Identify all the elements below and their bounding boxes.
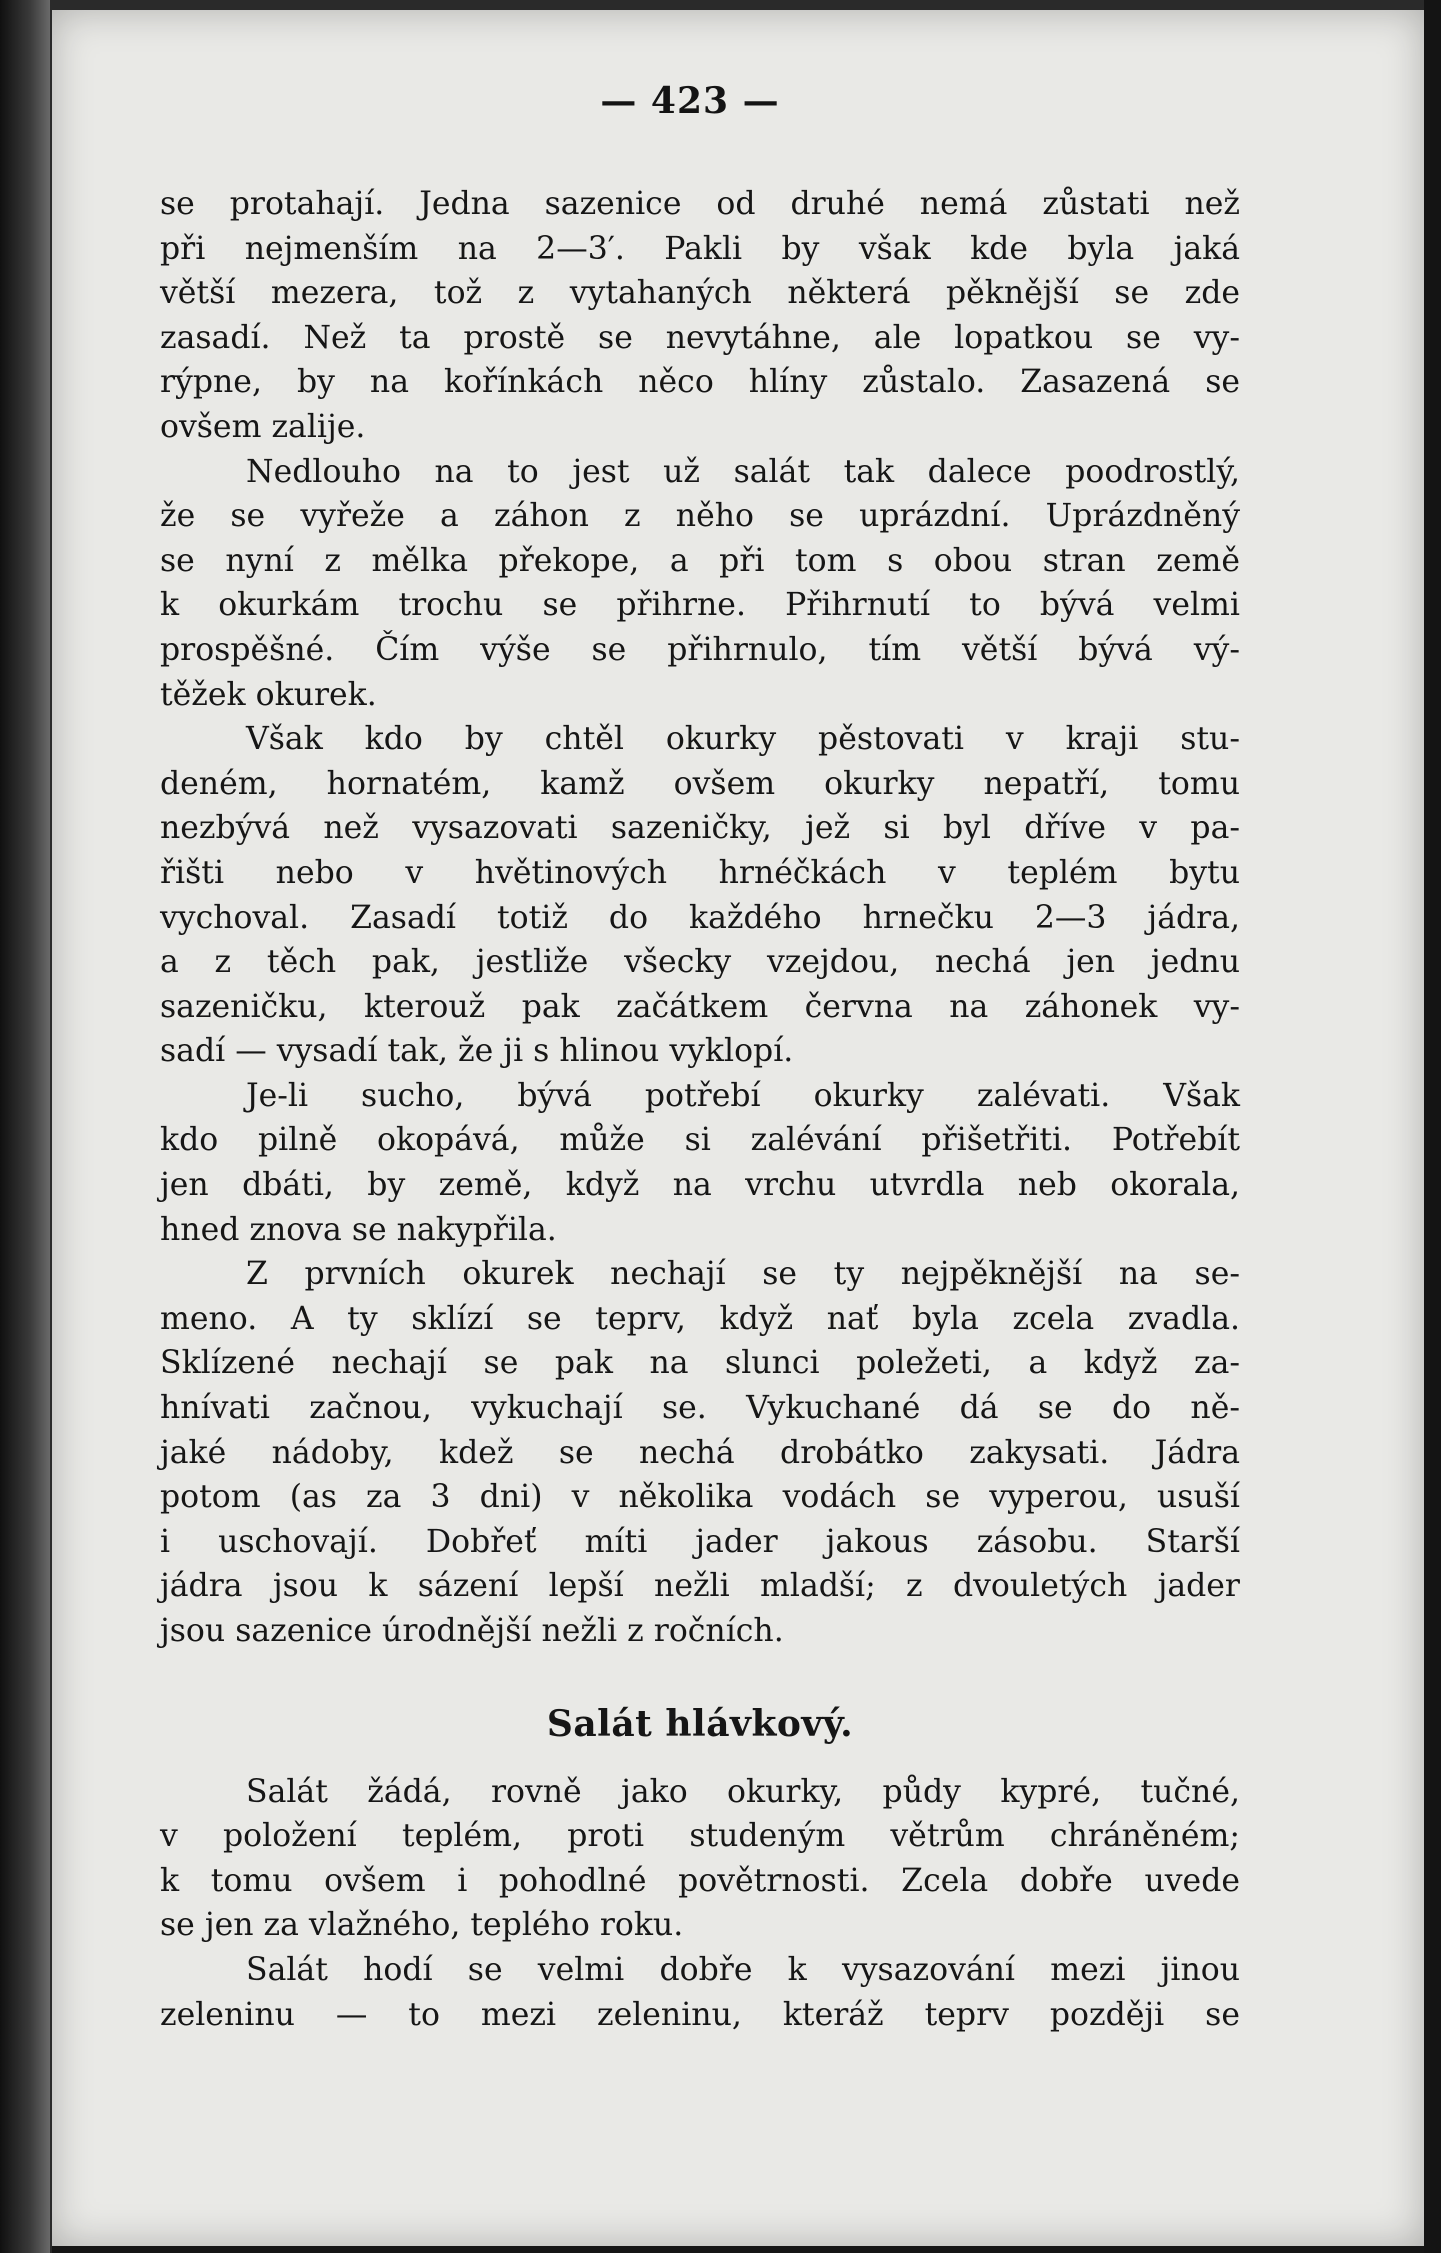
text-line: ovšem zalije. (160, 408, 366, 445)
paragraphs-top (160, 182, 1240, 1654)
paragraph (160, 1770, 1240, 1948)
text-line: Salát hodí se velmi dobře k vysazování mezi jinou (246, 1951, 1240, 1988)
binding-edge (0, 0, 50, 2253)
text-line: Z prvních okurek nechají se ty nejpěknější na se- (246, 1256, 1240, 1293)
text-line: Nedlouho na to jest už salát tak dalece poodrostlý, (246, 453, 1240, 490)
text-line: jsou sazenice úrodnější nežli z ročních. (160, 1613, 784, 1649)
scan-right-edge (1424, 0, 1441, 2253)
text-line: k tomu ovšem i pohodlné povětrnosti. Zcela dobře uvede (160, 1862, 1240, 1899)
text-line: nezbývá než vysazovati sazeničky, jež si byl dříve v pa- (160, 810, 1240, 847)
text-line: vychoval. Zasadí totiž do každého hrnečku 2—3 jádra, (160, 899, 1240, 936)
text-line: hned znova se nakypřila. (160, 1211, 557, 1248)
text-line: meno. A ty sklízí se teprv, když nať byla zcela zvadla. (160, 1300, 1240, 1337)
text-line: Je-li sucho, bývá potřebí okurky zalévati. Však (246, 1077, 1240, 1114)
section-heading: Salát hlávkový. (546, 1702, 854, 1745)
text-line: se jen za vlažného, teplého roku. (160, 1907, 684, 1944)
paragraph (160, 717, 1240, 1074)
scan-bottom-edge (52, 2246, 1424, 2253)
text-line: i uschovají. Dobřeť míti jader jakous zásobu. Starší (160, 1523, 1240, 1560)
text-line: větší mezera, tož z vytahaných některá pěknější se zde (160, 275, 1240, 312)
text-line: rýpne, by na kořínkách něco hlíny zůstalo. Zasazená se (160, 364, 1240, 401)
text-line: Salát žádá, rovně jako okurky, půdy kypré, tučné, (246, 1773, 1240, 1810)
text-line: jaké nádoby, kdež se nechá drobátko zakysati. Jádra (160, 1434, 1240, 1471)
text-line: a z těch pak, jestliže všecky vzejdou, nechá jen jednu (160, 944, 1240, 981)
paragraphs-bottom (160, 1770, 1240, 2038)
text-line: zasadí. Než ta prostě se nevytáhne, ale lopatkou se vy- (160, 319, 1240, 356)
text-line: se protahají. Jedna sazenice od druhé nemá zůstati než (160, 186, 1240, 222)
text-line: že se vyřeže a záhon z něho se uprázdní. Uprázdněný (160, 498, 1240, 535)
paragraph (160, 450, 1240, 718)
paragraph (160, 1948, 1240, 2037)
text-line: v položení teplém, proti studeným větrům chráněném; (160, 1818, 1240, 1855)
text-line: těžek okurek. (160, 676, 377, 713)
text-line: sazeničku, kterouž pak začátkem června na záhonek vy- (160, 988, 1240, 1025)
text-line: jen dbáti, by země, když na vrchu utvrdla neb okorala, (160, 1167, 1240, 1204)
text-line: Sklízené nechají se pak na slunci poležeti, a když za- (160, 1345, 1240, 1382)
page-number: — 423 — (600, 80, 780, 122)
text-line: zeleninu — to mezi zeleninu, kteráž teprv později se (160, 1996, 1240, 2033)
text-line: při nejmenším na 2—3′. Pakli by však kde byla jaká (160, 230, 1240, 267)
text-line: řišti nebo v hvětinových hrnéčkách v teplém bytu (160, 854, 1240, 891)
text-line: deném, hornatém, kamž ovšem okurky nepatří, tomu (160, 765, 1240, 802)
text-line: k okurkám trochu se přihrne. Přihrnutí to bývá velmi (160, 587, 1240, 624)
paragraph (160, 1074, 1240, 1252)
text-line: hnívati začnou, vykuchají se. Vykuchané dá se do ně- (160, 1390, 1240, 1427)
text-line: jádra jsou k sázení lepší nežli mladší; z dvouletých jader (160, 1568, 1240, 1605)
text-line: prospěšné. Čím výše se přihrnulo, tím větší bývá vý- (160, 631, 1240, 668)
text-line: sadí — vysadí tak, že ji s hlinou vyklopí. (160, 1033, 794, 1070)
text-line: kdo pilně okopává, může si zalévání přišetřiti. Potřebít (160, 1122, 1240, 1159)
page-body (160, 182, 1240, 2037)
text-line: Však kdo by chtěl okurky pěstovati v kraji stu- (246, 721, 1240, 758)
paragraph (160, 1252, 1240, 1653)
text-line: potom (as za 3 dni) v několika vodách se vyperou, usuší (160, 1479, 1240, 1516)
text-line: se nyní z mělka překope, a při tom s obou stran země (160, 542, 1240, 579)
paragraph (160, 182, 1240, 450)
